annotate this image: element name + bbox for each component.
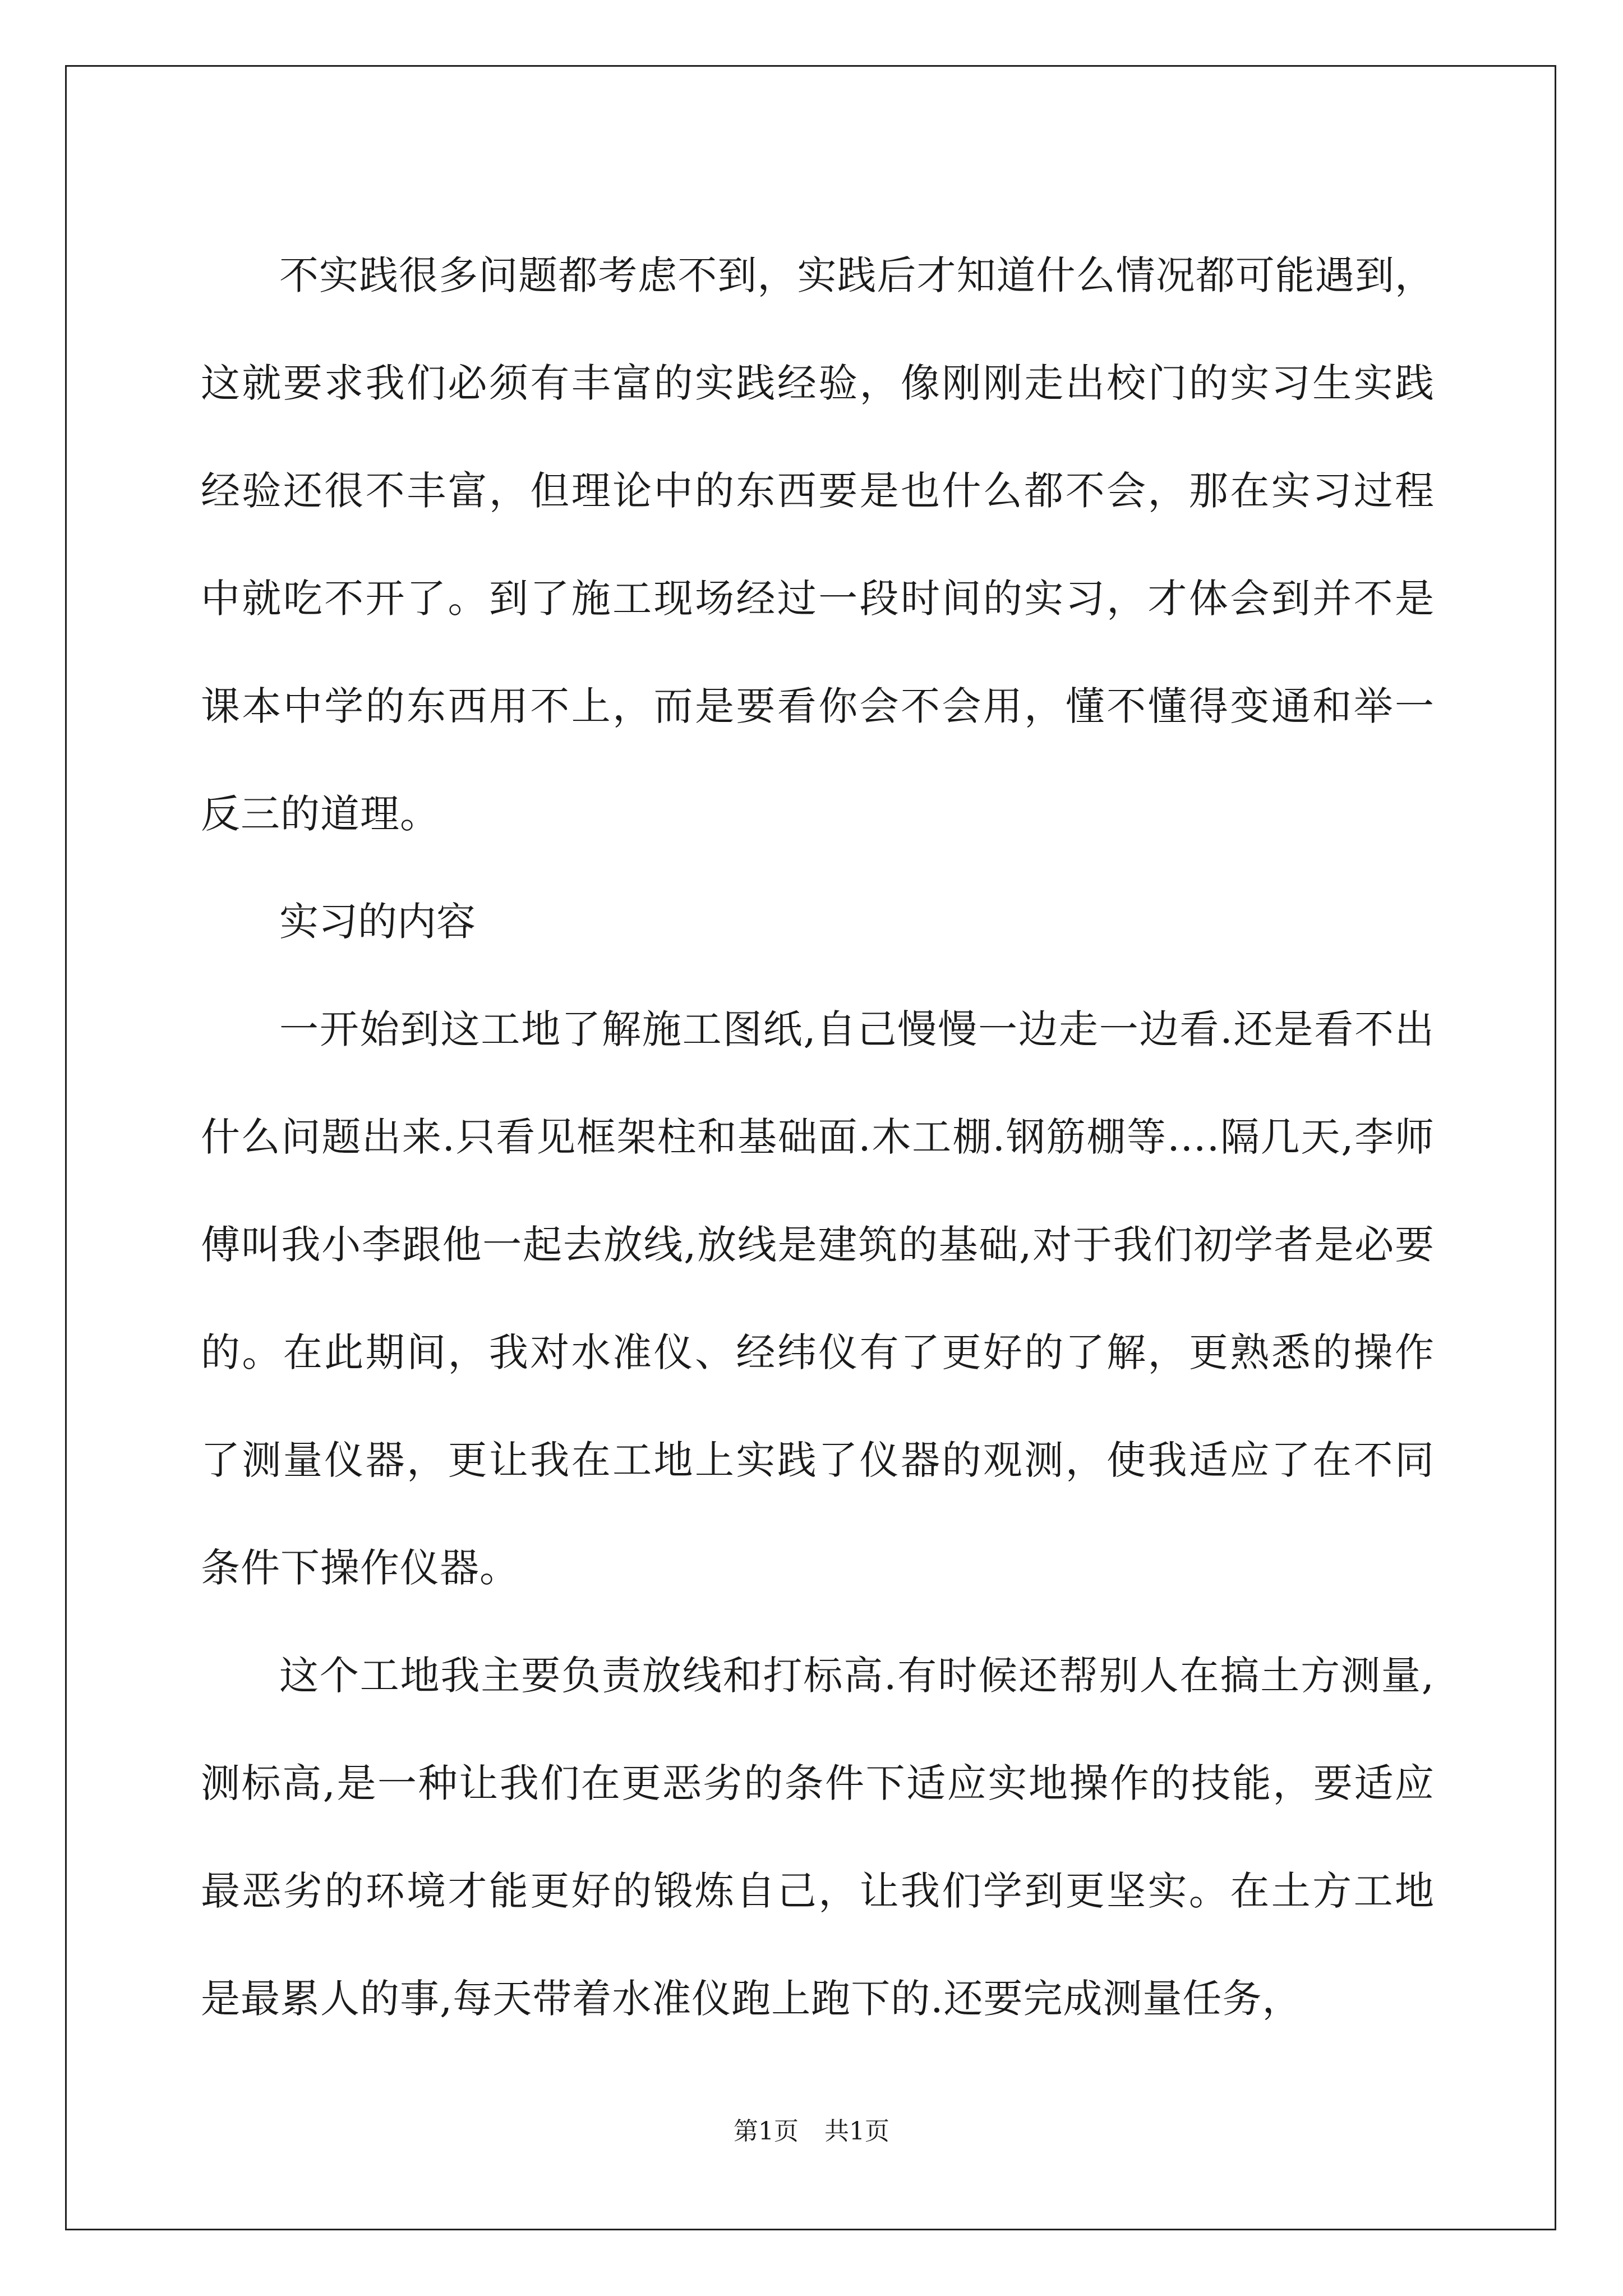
paragraph-practice-experience: 不实践很多问题都考虑不到，实践后才知道什么情况都可能遇到，这就要求我们必须有丰富的实践经验，像刚刚走出校门的实习生实践经验还很不丰富，但理论中的东西要是也什么都不会，那在实习过程中就吃不开了。到了施工现场经过一段时间的实习，才体会到并不是课本中学的东西用不上，而是要看你会不会用，懂不懂得变通和举一反三的道理。	[201, 252, 1435, 837]
document-body	[201, 222, 1435, 2053]
page-total: 共1页	[824, 2117, 889, 2146]
paragraph-layout-and-levels: 这个工地我主要负责放线和打标高.有时候还帮别人在搞土方测量,测标高,是一种让我们在更恶劣的条件下适应实地操作的技能，要适应最恶劣的环境才能更好的锻炼自己，让我们学到更坚实。在土方工地是最累人的事,每天带着水准仪跑上跑下的.还要完成测量任务，	[201, 1653, 1435, 2022]
page-number: 第1页	[734, 2117, 799, 2146]
page-footer	[0, 2115, 1623, 2148]
paragraph-site-drawings: 一开始到这工地了解施工图纸,自己慢慢一边走一边看.还是看不出什么问题出来.只看见框架柱和基础面.木工棚.钢筋棚等….隔几天,李师傅叫我小李跟他一起去放线,放线是建筑的基础,对于我们初学者是必要的。在此期间，我对水准仪、经纬仪有了更好的了解，更熟悉的操作了测量仪器，更让我在工地上实践了仪器的观测，使我适应了在不同条件下操作仪器。	[201, 1006, 1435, 1591]
section-heading-internship-content: 实习的内容	[279, 899, 476, 945]
